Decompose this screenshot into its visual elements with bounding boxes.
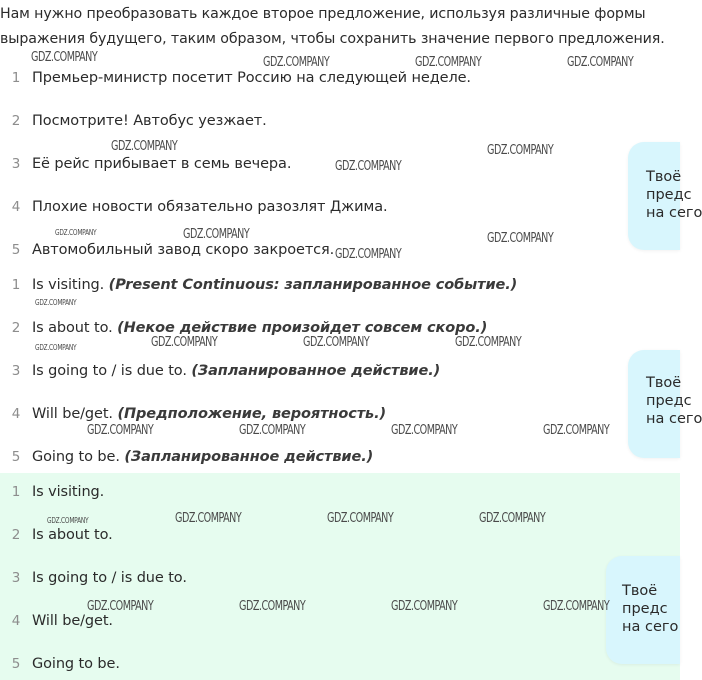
watermark: GDZ.COMPANY	[263, 55, 330, 70]
watermark: GDZ.COMPANY	[55, 228, 97, 237]
bubble-line: на сего	[646, 411, 702, 427]
answer-value: Is going to / is due to.	[32, 570, 187, 586]
answer-number: 5	[11, 656, 21, 672]
watermark: GDZ.COMPANY	[391, 599, 458, 614]
answer-text	[32, 363, 440, 379]
watermark: GDZ.COMPANY	[175, 511, 242, 526]
sentence-text: Премьер-министр посетит Россию на следующей неделе.	[32, 70, 471, 86]
sentence-text: Плохие новости обязательно разозлят Джима.	[32, 199, 388, 215]
answer-value: Will be/get.	[32, 406, 113, 422]
answer-value: Is about to.	[32, 320, 113, 336]
answer-text	[32, 277, 517, 293]
answer-number: 3	[11, 570, 21, 586]
watermark: GDZ.COMPANY	[87, 423, 154, 438]
watermark: GDZ.COMPANY	[567, 55, 634, 70]
watermark: GDZ.COMPANY	[455, 335, 522, 350]
assistant-bubble[interactable]	[628, 142, 702, 250]
sentence-number: 5	[11, 242, 21, 258]
answer-number: 3	[11, 363, 21, 379]
watermark: GDZ.COMPANY	[543, 423, 610, 438]
bubble-line: на сего	[622, 619, 679, 635]
watermark: GDZ.COMPANY	[487, 231, 554, 246]
watermark: GDZ.COMPANY	[543, 599, 610, 614]
answer-value: Is visiting.	[32, 484, 105, 500]
bubble-line: предс	[646, 393, 692, 409]
watermark: GDZ.COMPANY	[47, 516, 89, 525]
answer-note: (Запланированное действие.)	[124, 449, 374, 465]
sentence-text: Автомобильный завод скоро закроется.	[32, 242, 335, 258]
answer-value: Going to be.	[32, 656, 120, 672]
answer-number: 1	[11, 277, 21, 293]
watermark: GDZ.COMPANY	[239, 599, 306, 614]
answer-number: 4	[11, 406, 21, 422]
answer-number: 1	[11, 484, 21, 500]
sentence-text: Её рейс прибывает в семь вечера.	[32, 156, 292, 172]
answer-value: Going to be.	[32, 449, 120, 465]
task-instruction: Нам нужно преобразовать каждое второе предложение, используя различные формы выражения будущего, таким образом, чтобы сохранить значение первого предложения.	[0, 6, 665, 47]
watermark: GDZ.COMPANY	[391, 423, 458, 438]
watermark: GDZ.COMPANY	[35, 298, 77, 307]
sentence-number: 2	[11, 113, 21, 129]
assistant-bubble[interactable]	[606, 556, 680, 664]
answer-number: 4	[11, 613, 21, 629]
answer-note: (Present Continuous: запланированное событие.)	[108, 277, 518, 293]
bubble-line: Твоё	[646, 375, 682, 391]
answer-note: (Предположение, вероятность.)	[117, 406, 386, 422]
bubble-line: Твоё	[646, 169, 682, 185]
bubble-line: предс	[646, 187, 692, 203]
sentence-number: 4	[11, 199, 21, 215]
sentence-number: 1	[11, 70, 21, 86]
watermark: GDZ.COMPANY	[327, 511, 394, 526]
sentence-text: Посмотрите! Автобус уезжает.	[32, 113, 267, 129]
answer-number: 5	[11, 449, 21, 465]
watermark: GDZ.COMPANY	[35, 343, 77, 352]
answer-value: Is about to.	[32, 527, 113, 543]
assistant-bubble[interactable]	[628, 350, 702, 458]
answer-value: Is visiting.	[32, 277, 105, 293]
bubble-line: Твоё	[622, 583, 658, 599]
answer-note: (Запланированное действие.)	[191, 363, 441, 379]
watermark: GDZ.COMPANY	[151, 335, 218, 350]
watermark: GDZ.COMPANY	[415, 55, 482, 70]
answer-number: 2	[11, 320, 21, 336]
watermark: GDZ.COMPANY	[183, 227, 250, 242]
answer-number: 2	[11, 527, 21, 543]
watermark: GDZ.COMPANY	[87, 599, 154, 614]
watermark: GDZ.COMPANY	[487, 143, 554, 158]
watermark: GDZ.COMPANY	[239, 423, 306, 438]
answer-value: Is going to / is due to.	[32, 363, 187, 379]
sentence-number: 3	[11, 156, 21, 172]
answer-text	[32, 449, 373, 465]
bubble-line: на сего	[646, 205, 702, 221]
answer-note: (Некое действие произойдет совсем скоро.)	[117, 320, 488, 336]
watermark: GDZ.COMPANY	[479, 511, 546, 526]
watermark: GDZ.COMPANY	[303, 335, 370, 350]
answer-text	[32, 406, 386, 422]
bubble-line: предс	[622, 601, 668, 617]
watermark: GDZ.COMPANY	[31, 50, 98, 65]
watermark: GDZ.COMPANY	[111, 139, 178, 154]
watermark: GDZ.COMPANY	[335, 159, 402, 174]
answer-text	[32, 320, 487, 336]
watermark: GDZ.COMPANY	[335, 247, 402, 262]
answer-value: Will be/get.	[32, 613, 113, 629]
